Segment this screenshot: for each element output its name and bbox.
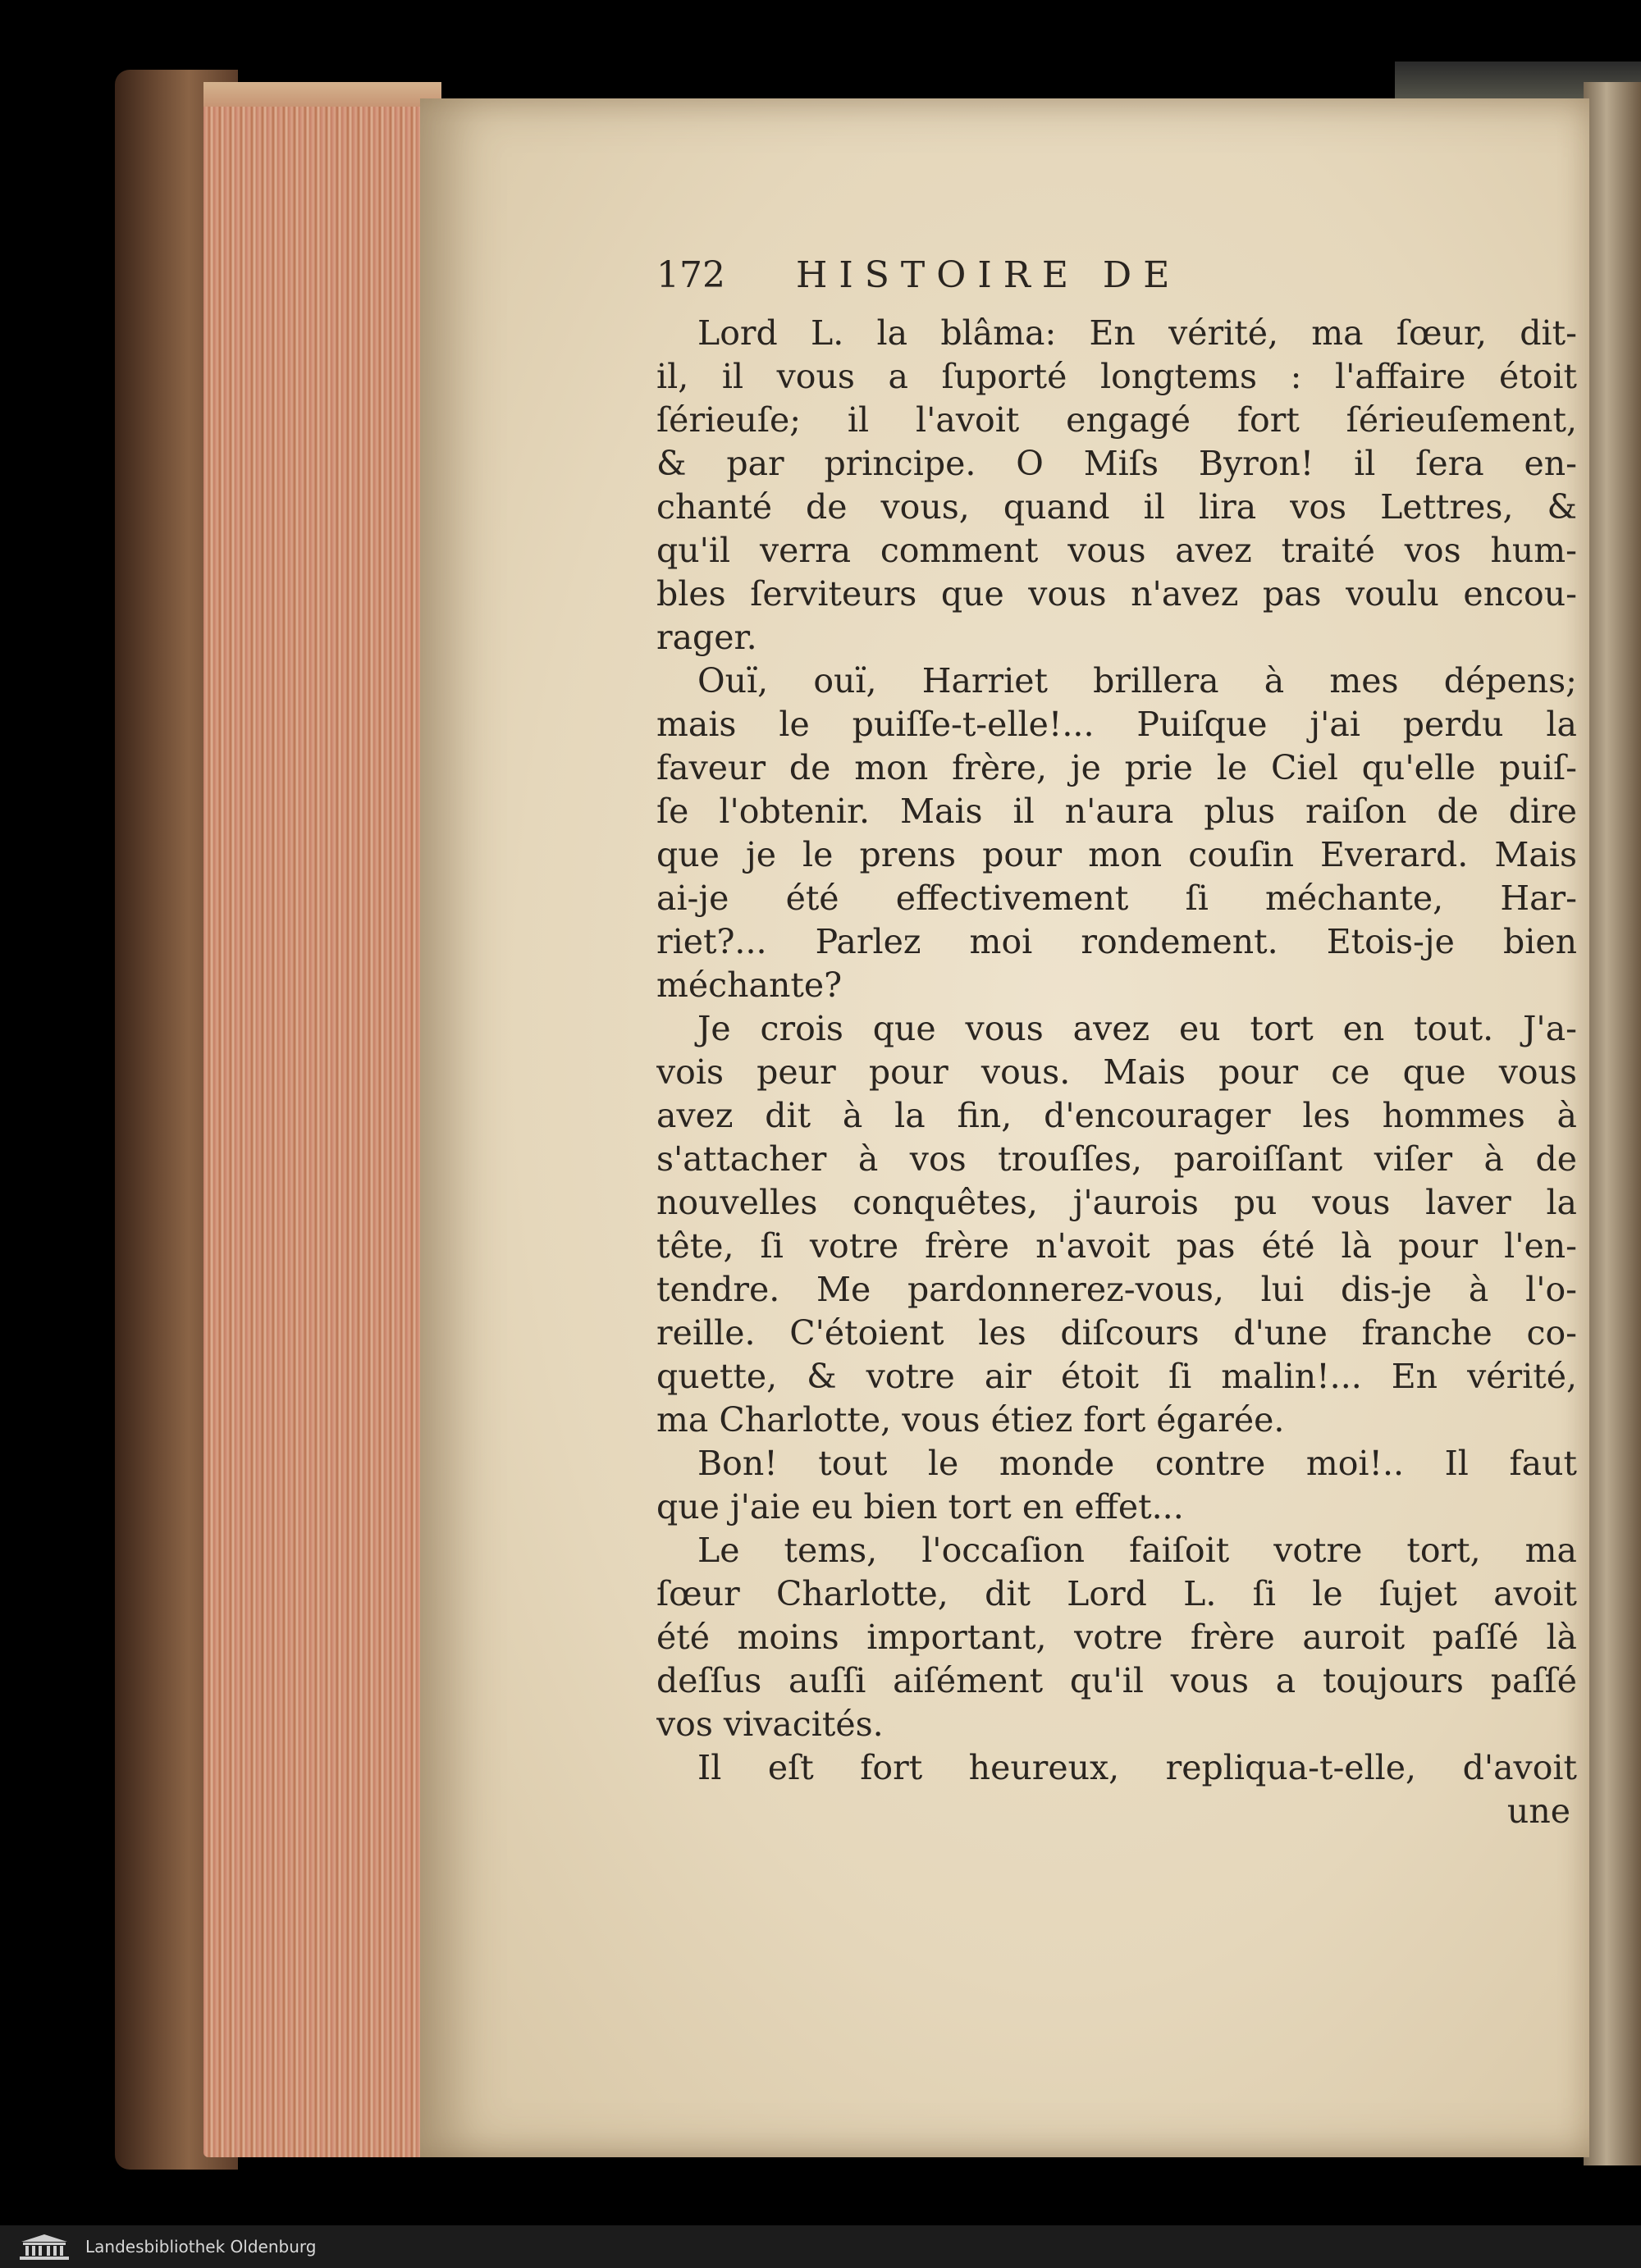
text-line: ſérieuſe; il l'avoit engagé fort ſérieuſement, xyxy=(656,400,1577,440)
text-line: ma Charlotte, vous étiez fort égarée. xyxy=(656,1400,1285,1440)
text-line: ſe l'obtenir. Mais il n'aura plus raiſon de dire xyxy=(656,792,1577,831)
text-line: s'attacher à vos trouſſes, paroiſſant viſer à de xyxy=(656,1139,1577,1179)
text-line: deſſus auſſi aiſément qu'il vous a toujours paſſé xyxy=(656,1661,1577,1700)
text-line: ai-je été effectivement ſi méchante, Har- xyxy=(656,878,1577,918)
page-edges xyxy=(203,82,441,2157)
book-page xyxy=(420,98,1589,2157)
page-number: 172 xyxy=(656,254,725,296)
institution-name: Landesbibliothek Oldenburg xyxy=(85,2237,317,2257)
text-line: Il eſt fort heureux, repliqua-t-elle, d'avoit xyxy=(697,1748,1577,1787)
text-line: chanté de vous, quand il lira vos Lettres, & xyxy=(656,487,1577,527)
text-line: Lord L. la blâma: En vérité, ma ſœur, dit- xyxy=(697,313,1577,353)
text-line: Je crois que vous avez eu tort en tout. J'a- xyxy=(697,1009,1577,1048)
text-line: été moins important, votre frère auroit paſſé là xyxy=(656,1618,1577,1657)
text-line: qu'il verra comment vous avez traité vos hum- xyxy=(656,531,1577,570)
text-line: tête, ſi votre frère n'avoit pas été là pour l'en- xyxy=(656,1226,1577,1266)
text-line: vos vivacités. xyxy=(656,1704,884,1744)
catchword: une xyxy=(1506,1791,1570,1831)
text-line: Bon! tout le monde contre moi!.. Il faut xyxy=(697,1444,1577,1483)
text-line: tendre. Me pardonnerez-vous, lui dis-je à l'o- xyxy=(656,1270,1577,1309)
text-line: faveur de mon frère, je prie le Ciel qu'elle puiſ- xyxy=(656,748,1577,787)
library-building-icon xyxy=(18,2232,71,2261)
text-line: riet?... Parlez moi rondement. Etois-je bien xyxy=(656,922,1577,961)
text-line: quette, & votre air étoit ſi malin!... En vérité, xyxy=(656,1357,1577,1396)
text-line: mais le puiſſe-t-elle!... Puiſque j'ai perdu la xyxy=(656,705,1577,744)
running-title: HISTOIRE DE xyxy=(796,254,1182,296)
footer-bar xyxy=(0,2225,1641,2268)
text-line: nouvelles conquêtes, j'aurois pu vous laver la xyxy=(656,1183,1577,1222)
page-edges-top xyxy=(203,82,441,107)
text-line: reille. C'étoient les diſcours d'une franche co- xyxy=(656,1313,1577,1353)
text-line: avez dit à la fin, d'encourager les hommes à xyxy=(656,1096,1577,1135)
text-line: Ouï, ouï, Harriet brillera à mes dépens; xyxy=(697,661,1577,700)
text-line: que je le prens pour mon couſin Everard. Mais xyxy=(656,835,1577,874)
text-line: il, il vous a ſuporté longtems : l'affaire étoit xyxy=(656,357,1577,396)
text-line: & par principe. O Miſs Byron! il ſera en- xyxy=(656,444,1577,483)
running-head xyxy=(656,254,1577,312)
book-cover-right xyxy=(1584,82,1641,2165)
text-line: bles ſerviteurs que vous n'avez pas voulu encou- xyxy=(656,574,1577,614)
text-line: Le tems, l'occaſion faiſoit votre tort, ma xyxy=(697,1531,1577,1570)
text-line: ſœur Charlotte, dit Lord L. ſi le ſujet avoit xyxy=(656,1574,1577,1613)
text-line: que j'aie eu bien tort en effet... xyxy=(656,1487,1184,1526)
text-line: méchante? xyxy=(656,965,843,1005)
text-line: rager. xyxy=(656,618,757,657)
text-line: vois peur pour vous. Mais pour ce que vous xyxy=(656,1052,1577,1092)
text-block xyxy=(656,254,1577,1833)
text-lines xyxy=(656,312,1577,1790)
